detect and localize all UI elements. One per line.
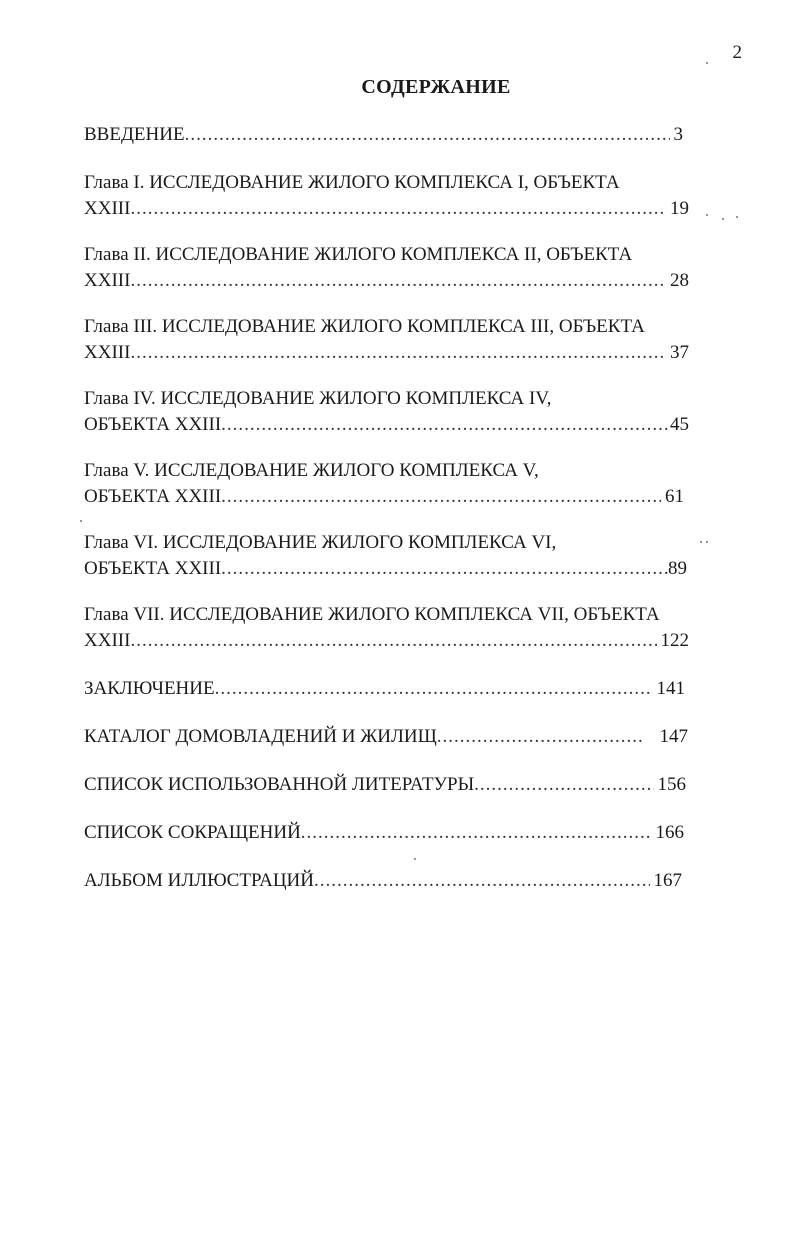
dot-leader xyxy=(215,678,653,700)
chapter-heading: Глава V. ИССЛЕДОВАНИЕ ЖИЛОГО КОМПЛЕКСА V, xyxy=(84,460,539,481)
chapter-object: XXIII xyxy=(84,270,131,291)
chapter-object: ОБЪЕКТА XXIII xyxy=(84,558,222,579)
toc-entry-catalog[interactable] xyxy=(84,726,688,752)
page-title: СОДЕРЖАНИЕ xyxy=(361,76,511,98)
toc-page-number: 45 xyxy=(670,414,689,435)
scan-speck xyxy=(706,541,708,543)
toc-page-number: 156 xyxy=(657,774,686,795)
dot-leader xyxy=(474,774,653,796)
toc-page-number: 166 xyxy=(655,822,684,843)
chapter-heading: Глава II. ИССЛЕДОВАНИЕ ЖИЛОГО КОМПЛЕКСА II, ОБЪЕКТА xyxy=(84,244,633,265)
toc-entry-references[interactable] xyxy=(84,774,686,800)
toc-label: СПИСОК СОКРАЩЕНИЙ xyxy=(84,822,301,843)
chapter-heading: Глава VII. ИССЛЕДОВАНИЕ ЖИЛОГО КОМПЛЕКСА VII, ОБЪЕКТА xyxy=(84,604,660,625)
toc-entry-chapter-6[interactable] xyxy=(84,532,687,584)
toc-label: АЛЬБОМ ИЛЛЮСТРАЦИЙ xyxy=(84,870,314,891)
scan-speck xyxy=(700,541,702,543)
toc-entry-chapter-7[interactable] xyxy=(84,604,689,656)
chapter-object: XXIII xyxy=(84,342,131,363)
dot-leader xyxy=(221,558,668,580)
toc-page-number: 122 xyxy=(660,630,689,651)
toc-entry-introduction[interactable] xyxy=(84,124,683,150)
dot-leader xyxy=(130,342,666,364)
dot-leader xyxy=(130,198,666,220)
chapter-object: XXIII xyxy=(84,198,131,219)
scan-speck xyxy=(722,218,724,220)
dot-leader xyxy=(185,124,670,146)
toc-page-number: 28 xyxy=(670,270,689,291)
scan-speck xyxy=(414,858,416,860)
scan-speck xyxy=(736,216,738,218)
toc-entry-chapter-1[interactable] xyxy=(84,172,689,224)
toc-label: ВВЕДЕНИЕ xyxy=(84,124,185,145)
chapter-heading: Глава VI. ИССЛЕДОВАНИЕ ЖИЛОГО КОМПЛЕКСА VI, xyxy=(84,532,557,553)
dot-leader xyxy=(130,270,666,292)
chapter-heading: Глава III. ИССЛЕДОВАНИЕ ЖИЛОГО КОМПЛЕКСА III, ОБЪЕКТА xyxy=(84,316,645,337)
chapter-object: ОБЪЕКТА XXIII xyxy=(84,414,222,435)
toc-label: СПИСОК ИСПОЛЬЗОВАННОЙ ЛИТЕРАТУРЫ xyxy=(84,774,475,795)
toc-entry-conclusion[interactable] xyxy=(84,678,685,704)
toc-page-number: 147 xyxy=(659,726,688,747)
toc-entry-chapter-2[interactable] xyxy=(84,244,689,296)
scan-speck xyxy=(706,214,708,216)
chapter-object: ОБЪЕКТА XXIII xyxy=(84,486,222,507)
toc-label: ЗАКЛЮЧЕНИЕ xyxy=(84,678,215,699)
dot-leader xyxy=(221,486,661,508)
toc-entry-chapter-5[interactable] xyxy=(84,460,684,512)
toc-entry-chapter-4[interactable] xyxy=(84,388,689,440)
chapter-heading: Глава I. ИССЛЕДОВАНИЕ ЖИЛОГО КОМПЛЕКСА I, ОБЪЕКТА xyxy=(84,172,620,193)
scan-speck xyxy=(80,520,82,522)
dot-leader xyxy=(301,822,652,844)
toc-page-number: 167 xyxy=(653,870,682,891)
toc-label: КАТАЛОГ ДОМОВЛАДЕНИЙ И ЖИЛИЩ xyxy=(84,726,437,747)
toc-page-number: 89 xyxy=(668,558,687,579)
toc-page-number: 37 xyxy=(670,342,689,363)
toc-page-number: 61 xyxy=(665,486,684,507)
dot-leader xyxy=(314,870,650,892)
dot-leader xyxy=(130,630,656,652)
toc-entry-album[interactable] xyxy=(84,870,682,896)
toc-entry-chapter-3[interactable] xyxy=(84,316,689,368)
dot-leader xyxy=(221,414,670,436)
toc-page-number: 141 xyxy=(656,678,685,699)
scan-speck xyxy=(706,62,708,64)
page-number: 2 xyxy=(732,42,742,63)
chapter-object: XXIII xyxy=(84,630,131,651)
dot-leader xyxy=(437,726,644,748)
toc-page-number: 3 xyxy=(673,124,683,145)
toc-entry-abbreviations[interactable] xyxy=(84,822,684,848)
chapter-heading: Глава IV. ИССЛЕДОВАНИЕ ЖИЛОГО КОМПЛЕКСА IV, xyxy=(84,388,552,409)
toc-page-number: 19 xyxy=(670,198,689,219)
